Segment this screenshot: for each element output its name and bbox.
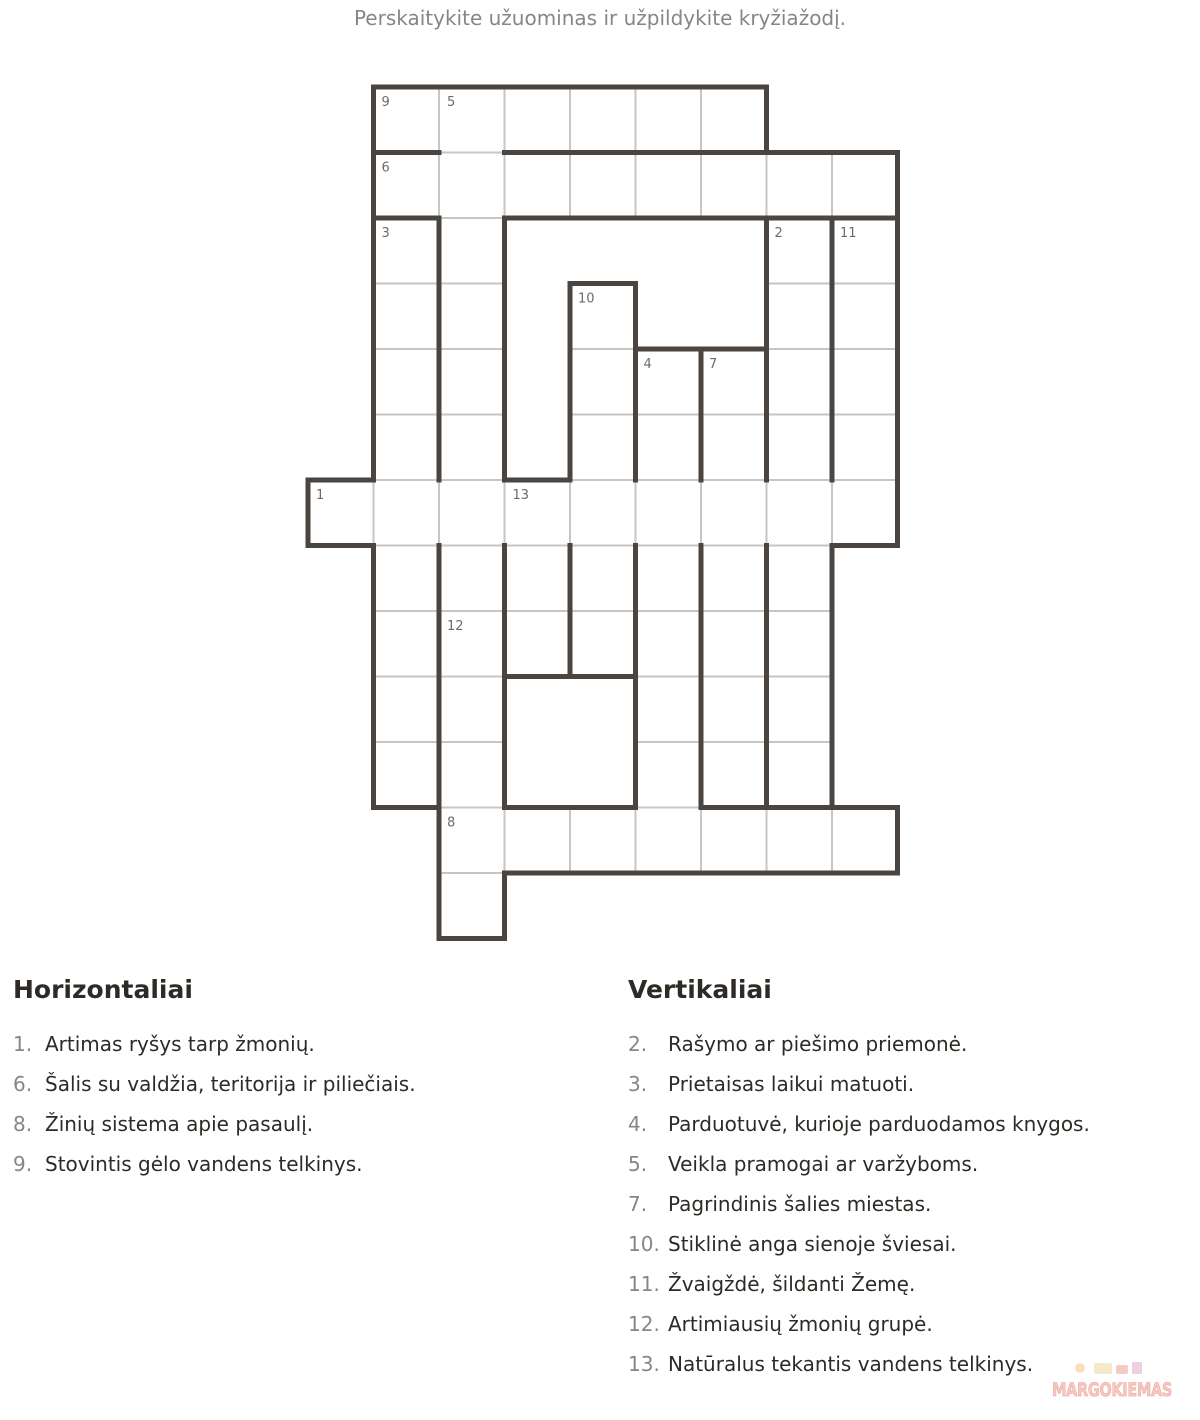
crossword-cell[interactable] — [570, 87, 636, 153]
clue-item — [13, 1064, 416, 1104]
crossword-cell[interactable] — [374, 611, 440, 677]
crossword-cell[interactable] — [570, 611, 636, 677]
crossword-cell[interactable] — [570, 808, 636, 874]
clue-text: Artimiausių žmonių grupė. — [668, 1312, 933, 1336]
clue-number-label: 5 — [447, 95, 456, 110]
crossword-cell[interactable] — [701, 808, 767, 874]
clue-text: Pagrindinis šalies miestas. — [668, 1192, 932, 1216]
clue-number: 13. — [628, 1352, 660, 1376]
crossword-cell[interactable] — [767, 808, 833, 874]
clue-number: 3. — [628, 1072, 648, 1096]
crossword-cell[interactable] — [439, 284, 505, 350]
clue-text: Rašymo ar piešimo priemonė. — [668, 1032, 968, 1056]
crossword-cell[interactable] — [636, 153, 702, 219]
margokiemas-logo — [1050, 1360, 1174, 1402]
crossword-cell[interactable] — [767, 546, 833, 612]
crossword-cell[interactable] — [636, 677, 702, 743]
crossword-cell[interactable] — [701, 742, 767, 808]
clue-number: 7. — [628, 1192, 648, 1216]
crossword-cell[interactable] — [505, 87, 571, 153]
crossword-cell[interactable] — [636, 546, 702, 612]
crossword-cell[interactable] — [505, 611, 571, 677]
clue-text: Natūralus tekantis vandens telkinys. — [668, 1352, 1034, 1376]
clue-text: Artimas ryšys tarp žmonių. — [45, 1032, 315, 1056]
clue-number: 1. — [13, 1032, 33, 1056]
clue-text: Žinių sistema apie pasaulį. — [45, 1112, 314, 1136]
logo-text: MARGOKIEMAS — [1052, 1379, 1172, 1401]
clue-item — [628, 1104, 1090, 1144]
crossword-cell[interactable] — [636, 87, 702, 153]
crossword-cell[interactable] — [374, 546, 440, 612]
crossword-cell[interactable] — [439, 349, 505, 415]
instructions-text: Perskaitykite užuominas ir užpildykite kryžiažodį. — [353, 6, 847, 30]
crossword-cell[interactable] — [439, 742, 505, 808]
crossword-cell[interactable] — [832, 153, 898, 219]
clue-item — [13, 1144, 416, 1184]
crossword-cell[interactable] — [701, 153, 767, 219]
clue-number: 8. — [13, 1112, 33, 1136]
clue-text: Prietaisas laikui matuoti. — [668, 1072, 915, 1096]
clue-number: 9. — [13, 1152, 33, 1176]
crossword-cell[interactable] — [439, 873, 505, 939]
clue-item — [628, 1344, 1090, 1384]
down-clues — [628, 975, 1090, 1384]
crossword-cell[interactable] — [767, 284, 833, 350]
clue-number-label: 7 — [709, 357, 718, 372]
crossword-cell[interactable] — [832, 284, 898, 350]
clue-item — [628, 1264, 1090, 1304]
clue-number-label: 8 — [447, 815, 456, 831]
crossword-cell[interactable] — [701, 87, 767, 153]
clue-number: 6. — [13, 1072, 33, 1096]
crossword-cell[interactable] — [374, 284, 440, 350]
clue-number-label: 6 — [381, 160, 390, 176]
crossword-cell[interactable] — [832, 480, 898, 546]
crossword-cell[interactable] — [374, 480, 440, 546]
clue-number-label: 10 — [578, 291, 595, 307]
clue-item — [13, 1104, 416, 1144]
crossword-cell[interactable] — [505, 808, 571, 874]
clue-number: 11. — [628, 1272, 660, 1296]
crossword-cell[interactable] — [636, 480, 702, 546]
clue-item — [13, 1024, 416, 1064]
clue-number: 2. — [628, 1032, 648, 1056]
crossword-cell[interactable] — [439, 415, 505, 481]
clue-number: 10. — [628, 1232, 660, 1256]
clue-text: Parduotuvė, kurioje parduodamos knygos. — [668, 1112, 1090, 1136]
crossword-cell[interactable] — [570, 546, 636, 612]
crossword-grid[interactable] — [306, 85, 898, 937]
crossword-cell[interactable] — [439, 480, 505, 546]
clue-number: 12. — [628, 1312, 660, 1336]
crossword-cell[interactable] — [767, 742, 833, 808]
crossword-cell[interactable] — [832, 415, 898, 481]
crossword-cell[interactable] — [767, 415, 833, 481]
clue-number-label: 11 — [840, 226, 857, 241]
clue-number: 4. — [628, 1112, 648, 1136]
crossword-cell[interactable] — [439, 677, 505, 743]
clue-text: Stiklinė anga sienoje šviesai. — [668, 1232, 957, 1256]
crossword-cell[interactable] — [701, 546, 767, 612]
clue-item — [628, 1024, 1090, 1064]
down-heading: Vertikaliai — [628, 975, 772, 1004]
crossword-cell[interactable] — [570, 480, 636, 546]
crossword-cell[interactable] — [636, 611, 702, 677]
clue-item — [628, 1224, 1090, 1264]
clue-number-label: 2 — [774, 226, 783, 241]
crossword-cell[interactable] — [636, 808, 702, 874]
clue-number-label: 4 — [643, 357, 652, 372]
clue-number-label: 1 — [316, 488, 325, 503]
crossword-cell[interactable] — [439, 153, 505, 219]
crossword-cell[interactable] — [701, 415, 767, 481]
across-heading: Horizontaliai — [13, 975, 193, 1004]
clue-number-label: 9 — [381, 95, 390, 110]
clue-item — [628, 1064, 1090, 1104]
crossword-cell[interactable] — [374, 742, 440, 808]
crossword-cell[interactable] — [636, 742, 702, 808]
clue-text: Šalis su valdžia, teritorija ir piliečiais. — [45, 1072, 416, 1096]
clue-number: 5. — [628, 1152, 648, 1176]
crossword-cell[interactable] — [439, 546, 505, 612]
crossword-cell[interactable] — [374, 677, 440, 743]
crossword-cell[interactable] — [570, 349, 636, 415]
crossword-cell[interactable] — [636, 415, 702, 481]
crossword-cell[interactable] — [767, 480, 833, 546]
crossword-cell[interactable] — [767, 349, 833, 415]
clue-number-label: 12 — [447, 619, 464, 634]
crossword-cell[interactable] — [832, 349, 898, 415]
crossword-cell[interactable] — [374, 349, 440, 415]
clue-number-label: 13 — [512, 488, 530, 503]
clue-number-label: 3 — [381, 226, 390, 241]
clue-item — [628, 1144, 1090, 1184]
crossword-cell[interactable] — [767, 611, 833, 677]
clue-text: Stovintis gėlo vandens telkinys. — [45, 1152, 363, 1176]
crossword-cell[interactable] — [767, 153, 833, 219]
crossword-cell[interactable] — [701, 677, 767, 743]
crossword-cell[interactable] — [505, 153, 571, 219]
crossword-cell[interactable] — [374, 415, 440, 481]
clue-item — [628, 1304, 1090, 1344]
crossword-cell[interactable] — [570, 415, 636, 481]
clue-text: Žvaigždė, šildanti Žemę. — [668, 1272, 916, 1296]
clue-text: Veikla pramogai ar varžyboms. — [668, 1152, 979, 1176]
clue-item — [628, 1184, 1090, 1224]
across-clues — [13, 975, 416, 1184]
crossword-cell[interactable] — [439, 218, 505, 284]
crossword-cell[interactable] — [832, 808, 898, 874]
crossword-cell[interactable] — [701, 480, 767, 546]
crossword-cell[interactable] — [505, 546, 571, 612]
crossword-cell[interactable] — [767, 677, 833, 743]
crossword-cell[interactable] — [701, 611, 767, 677]
crossword-cell[interactable] — [570, 153, 636, 219]
